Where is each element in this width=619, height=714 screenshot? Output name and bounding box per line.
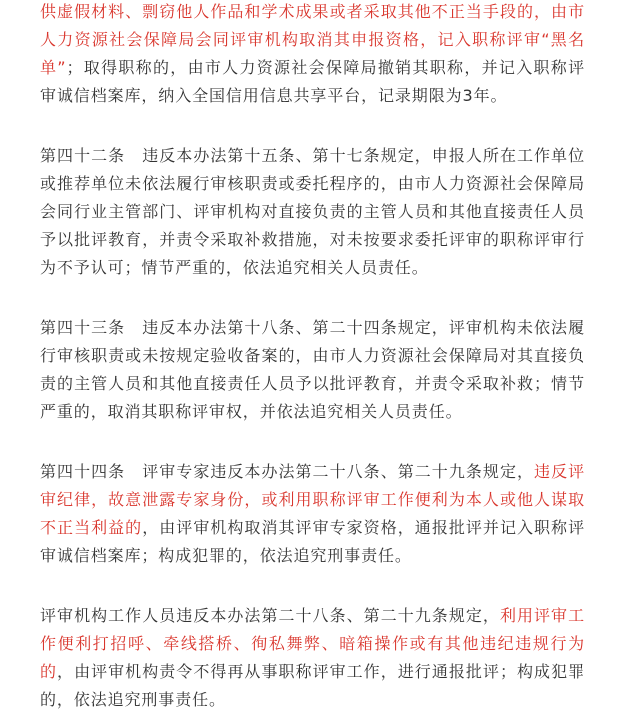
paragraph-text: 第四十二条 违反本办法第十五条、第十七条规定，申报人所在工作单位或推荐单位未依法履行审核职责或委托程序的，由市人力资源社会保障局会同行业主管部门、评审机构对直接负责的主管人员和其他直接责任人员予以批评教育，并责令采取补救措施，对未按要求委托评审的职称评审行为不予认可；情节严重的，依法追究相关人员责任。 bbox=[40, 146, 585, 277]
highlighted-text: 利用评审工作便利打招呼、牵线搭桥、徇私舞弊、暗箱操作或有其他违纪违规行为的 bbox=[40, 606, 585, 681]
paragraph-text: ，由评审机构责令不得再从事职称评审工作，进行通报批评；构成犯罪的，依法追究刑事责任。 bbox=[40, 662, 586, 709]
highlighted-text: 违反评审纪律，故意泄露专家身份，或利用职称评审工作便利为本人或他人谋取不正当利益的 bbox=[40, 462, 586, 537]
paragraph-text: ，由评审机构取消其评审专家资格，通报批评并记入职称评审诚信档案库；构成犯罪的，依法追究刑事责任。 bbox=[40, 518, 585, 565]
paragraph-spacer bbox=[40, 282, 585, 314]
paragraph-article-44 bbox=[40, 458, 585, 570]
paragraph-text: ；取得职称的，由市人力资源社会保障局撤销其职称，并记入职称评审诚信档案库，纳入全国信用信息共享平台，记录期限为3年。 bbox=[40, 58, 585, 105]
paragraph-staff-violation bbox=[40, 602, 585, 714]
article-body bbox=[40, 0, 585, 714]
paragraph-false-material-penalty bbox=[40, 0, 585, 110]
paragraph-spacer bbox=[40, 570, 585, 602]
paragraph-article-43 bbox=[40, 314, 585, 426]
paragraph-article-42 bbox=[40, 142, 585, 282]
paragraph-spacer bbox=[40, 110, 585, 142]
paragraph-text: 第四十三条 违反本办法第十八条、第二十四条规定，评审机构未依法履行审核职责或未按规定验收备案的，由市人力资源社会保障局对其直接负责的主管人员和其他直接责任人员予以批评教育，并责令采取补救；情节严重的，取消其职称评审权，并依法追究相关人员责任。 bbox=[40, 318, 585, 421]
paragraph-text: 评审机构工作人员违反本办法第二十八条、第二十九条规定， bbox=[40, 606, 500, 625]
paragraph-text: 第四十四条 评审专家违反本办法第二十八条、第二十九条规定， bbox=[40, 462, 535, 481]
highlighted-text: 供虚假材料、剽窃他人作品和学术成果或者采取其他不正当手段的，由市人力资源社会保障局会同评审机构取消其申报资格，记入职称评审“黑名单” bbox=[40, 2, 585, 77]
paragraph-spacer bbox=[40, 426, 585, 458]
